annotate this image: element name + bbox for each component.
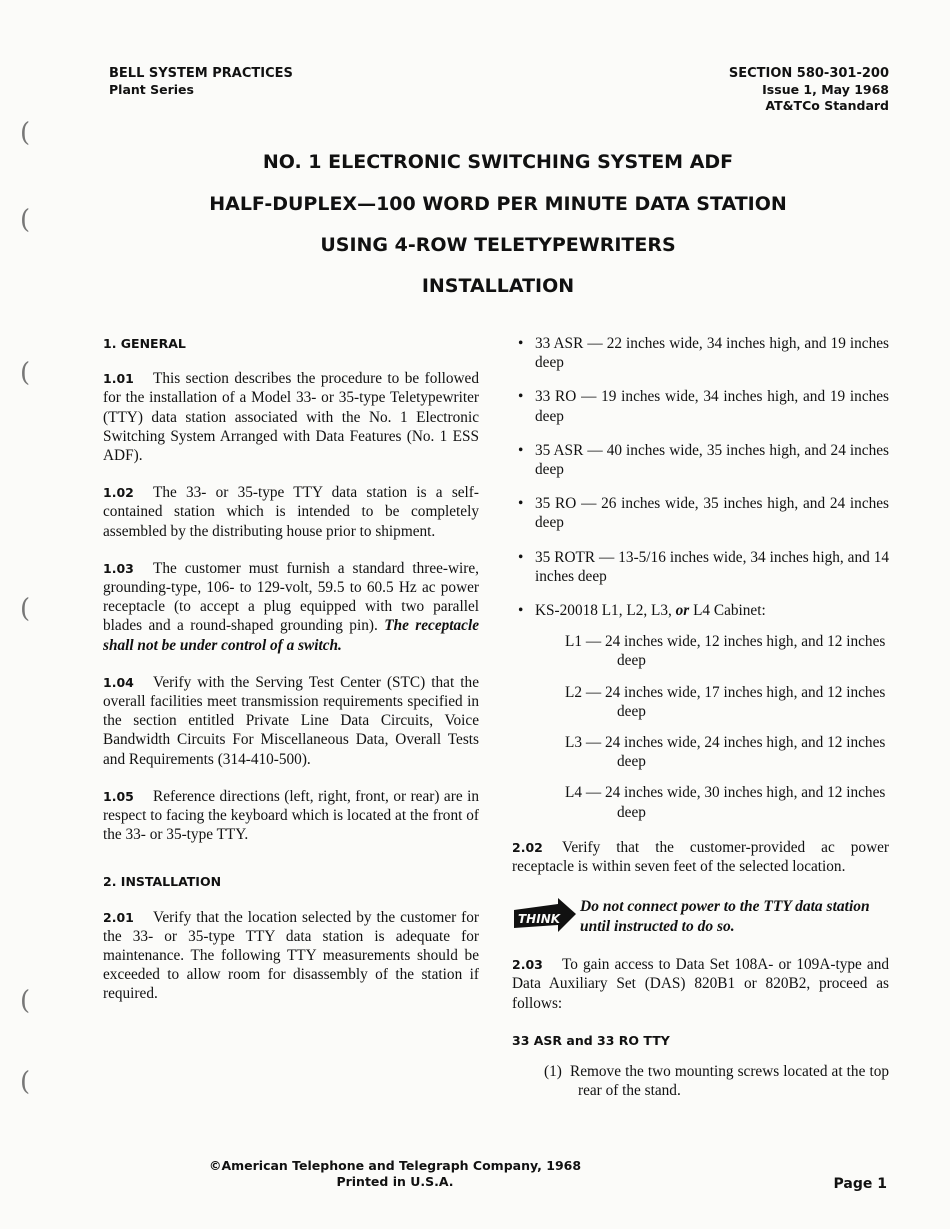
series-name: Plant Series <box>109 82 194 97</box>
paragraph-1-01 <box>103 369 479 465</box>
think-icon <box>512 896 578 936</box>
margin-mark: ( <box>20 594 31 624</box>
paragraph-number: 1.05 <box>103 788 134 804</box>
paragraph-number: 1.01 <box>103 371 134 387</box>
paragraph-1-05 <box>103 787 479 845</box>
document-title-line-3: USING 4-ROW TELETYPEWRITERS <box>320 234 676 256</box>
measurement-text: 33 ASR — 22 inches wide, 34 inches high, and 19 inches deep <box>535 335 889 372</box>
paragraph-text: The 33- or 35-type TTY data station is a self-contained station which is intended to be completely assembled by the distributing house prior to shipment. <box>103 484 479 540</box>
footer <box>0 1158 790 1190</box>
step-number: (1) <box>544 1063 562 1081</box>
cabinet-list <box>565 632 889 822</box>
page-number: Page 1 <box>833 1176 887 1192</box>
paragraph-2-02 <box>512 838 889 876</box>
measurement-text: 35 ASR — 40 inches wide, 35 inches high, and 24 inches deep <box>535 441 889 479</box>
cabinet-text-end: L4 Cabinet: <box>689 602 766 620</box>
standard-label: AT&TCo Standard <box>765 98 889 113</box>
section-number: SECTION 580-301-200 <box>728 66 889 81</box>
paragraph-1-04 <box>103 673 479 769</box>
header-left <box>109 66 293 98</box>
margin-mark: ( <box>20 118 31 148</box>
copyright-notice: ©American Telephone and Telegraph Company, 1968 <box>208 1158 582 1173</box>
measurement-text: 35 ROTR — 13-5/16 inches wide, 34 inches high, and 14 inches deep <box>535 548 889 585</box>
paragraph-text: To gain access to Data Set 108A- or 109A-type and Data Auxiliary Set (DAS) 820B1 or 820B2, proceed as follows: <box>512 956 889 1012</box>
bullet-icon: • <box>518 602 524 620</box>
subsection-heading: 33 ASR and 33 RO TTY <box>512 1032 670 1048</box>
paragraph-number: 2.01 <box>103 909 134 925</box>
section-heading-general: 1. GENERAL <box>103 336 186 351</box>
right-column <box>512 334 889 1100</box>
paragraph-1-02 <box>103 483 479 541</box>
list-item <box>512 441 889 479</box>
paragraph-2-03 <box>512 955 889 1013</box>
paragraph-text: This section describes the procedure to be followed for the installation of a Model 33- or 35-type Teletypewriter (TTY) data station associated with the No. 1 Electronic Switching System Arranged with Data Features (No. 1 ESS ADF). <box>103 370 479 465</box>
paragraph-text: Verify that the location selected by the customer for the 33- or 35-type TTY data station is adequate for maintenance. The following TTY measurements should be exceeded to allow room for disassembly of the station if required. <box>103 908 479 1003</box>
list-item: L1 — 24 inches wide, 12 inches high, and 12 inches deep <box>565 633 886 670</box>
think-label: THINK <box>518 912 561 927</box>
step-text: Remove the two mounting screws located at the top rear of the stand. <box>570 1063 889 1100</box>
bullet-icon: • <box>518 441 524 459</box>
think-callout <box>512 896 889 937</box>
margin-mark: ( <box>20 1067 31 1097</box>
bullet-icon: • <box>518 495 524 513</box>
header-right <box>729 66 889 114</box>
bullet-icon: • <box>518 548 524 566</box>
document-title-line-4: INSTALLATION <box>421 275 575 297</box>
list-item: L4 — 24 inches wide, 30 inches high, and 12 inches deep <box>565 784 886 821</box>
paragraph-text: Reference directions (left, right, front, or rear) are in respect to facing the keyboard which is located at the front of the 33- or 35-type TTY. <box>103 787 479 844</box>
list-item <box>512 387 889 425</box>
section-heading-installation: 2. INSTALLATION <box>103 874 222 890</box>
practice-title: BELL SYSTEM PRACTICES <box>109 66 293 81</box>
cabinet-or: or <box>675 602 690 620</box>
list-item <box>512 601 889 620</box>
paragraph-emphasis: The receptacle shall not be under control of a switch. <box>103 617 479 654</box>
document-title-line-2: HALF-DUPLEX—100 WORD PER MINUTE DATA STATION <box>209 193 787 215</box>
bullet-icon: • <box>518 335 524 352</box>
left-column <box>103 334 479 1022</box>
paragraph-text: Verify with the Serving Test Center (STC) that the overall facilities meet transmission requirements specified in the section entitled Private Line Data Circuits, Voice Bandwidth Circuits For Miscellaneous Data, Overall Tests and Requirements (314-410-500). <box>103 673 479 768</box>
paragraph-2-01 <box>103 908 479 1004</box>
printed-notice: Printed in U.S.A. <box>336 1174 454 1189</box>
margin-mark: ( <box>20 358 31 388</box>
issue-date: Issue 1, May 1968 <box>762 82 889 97</box>
paragraph-number: 1.02 <box>103 485 134 501</box>
list-item <box>512 334 889 372</box>
document-title-line-1: NO. 1 ELECTRONIC SWITCHING SYSTEM ADF <box>262 151 734 173</box>
step-1 <box>528 1062 889 1100</box>
paragraph-number: 2.03 <box>512 957 543 973</box>
margin-mark: ( <box>20 986 31 1016</box>
bullet-icon: • <box>518 388 524 406</box>
think-warning-text: Do not connect power to the TTY data station until instructed to do so. <box>580 898 870 936</box>
paragraph-number: 2.02 <box>512 839 543 855</box>
measurement-text: 33 RO — 19 inches wide, 34 inches high, and 19 inches deep <box>535 388 889 425</box>
list-item <box>512 494 889 532</box>
list-item <box>512 548 889 586</box>
paragraph-text: The customer must furnish a standard three-wire, grounding-type, 106- to 129-volt, 59.5 to 60.5 Hz ac power receptacle (to accept a plug equipped with two parallel blades and a round-shaped grounding pin). <box>103 559 479 635</box>
measurement-text: 35 RO — 26 inches wide, 35 inches high, and 24 inches deep <box>535 495 889 532</box>
paragraph-number: 1.04 <box>103 674 134 690</box>
cabinet-text: KS-20018 L1, L2, L3, <box>535 602 676 620</box>
margin-mark: ( <box>20 205 31 235</box>
paragraph-number: 1.03 <box>103 560 134 576</box>
list-item: L3 — 24 inches wide, 24 inches high, and 12 inches deep <box>565 734 886 771</box>
paragraph-text: Verify that the customer-provided ac power receptacle is within seven feet of the selected location. <box>512 838 889 876</box>
paragraph-1-03 <box>103 559 479 655</box>
list-item: L2 — 24 inches wide, 17 inches high, and 12 inches deep <box>565 683 886 720</box>
